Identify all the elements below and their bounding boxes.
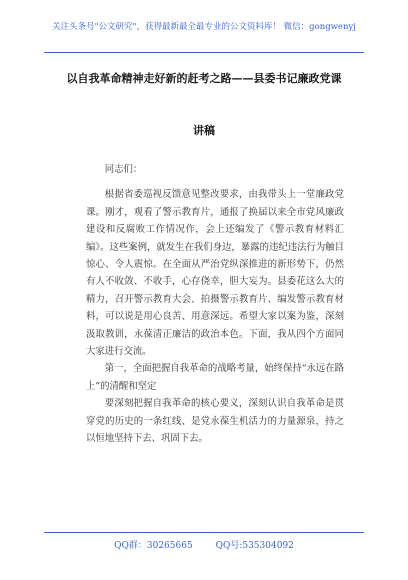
paragraph-intro: 根据省委巡视反馈意见整改要求，由我带头上一堂廉政党课。刚才，观看了警示教育片，通报了换届以来全市党风廉政建设和反腐败工作情况作，会上还编发了《警示教育材料汇编》。这些案例，就发生在我们身边，暴露的违纪违法行为触目惊心、令人震惊。在全面从严治党纵深推进的新形势下，仍然有人不收敛、不收手，心存侥幸，胆大妄为。县委花这么大的精力，召开警示教育大会、拍摄警示教育片、编发警示教育材料，可以说是用心良苦、用意深远。希望大家以案为鉴，深刻汲取教训，永葆清正廉洁的政治本色。下面，我从四个方面同大家进行交流。 (86, 189, 344, 358)
paragraph-section-heading: 第一，全面把握自我革命的战略考量，始终保持“永远在路上”的清醒和坚定 (86, 363, 344, 392)
page-header-text: 关注头条号"公文研究"，获得最新最全最专业的公文资料库！ 微信：gongwenyj (52, 22, 356, 32)
paragraph-section-body: 要深刻把握自我革命的核心要义，深刻认识自我革命是贯穿党的历史的一条红线、是党永葆生机活力的力量源泉，持之以恒地坚持下去、巩固下去。 (86, 398, 344, 445)
header-divider (44, 52, 364, 53)
document-body (86, 161, 344, 448)
footer-divider (44, 532, 364, 533)
footer-qq-number: QQ号:535304092 (215, 541, 294, 551)
greeting: 同志们： (104, 164, 143, 175)
document-title: 以自我革命精神走好新的赶考之路——县委书记廉政党课 (66, 72, 342, 85)
page-footer (0, 538, 408, 551)
footer-qq-group: QQ群：30265665 (114, 541, 193, 551)
document-subtitle: 讲稿 (193, 124, 215, 137)
